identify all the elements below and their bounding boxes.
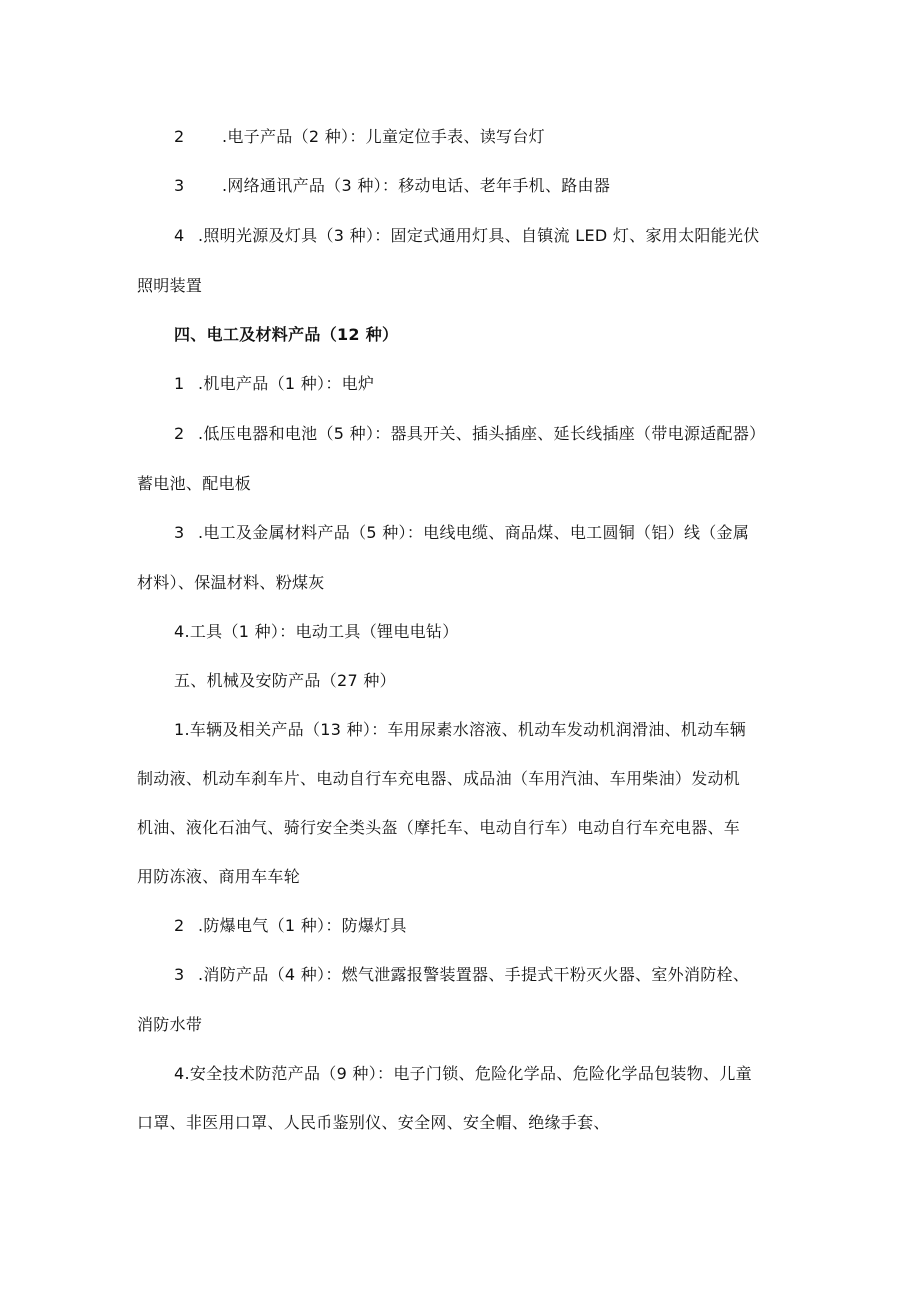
- item-text: 4.安全技术防范产品（9 种）：电子门锁、危险化学品、危险化学品包装物、儿童: [174, 1064, 752, 1083]
- item-number: 3: [174, 965, 185, 984]
- item-text: .机电产品（1 种）：电炉: [198, 374, 375, 393]
- item-text: 用防冻液、商用车车轮: [137, 867, 301, 886]
- list-item-fire-products: [174, 965, 749, 985]
- list-item-metal-materials: [174, 523, 749, 543]
- list-item-electronic-products: [174, 127, 545, 147]
- section-heading-electrical: [174, 325, 398, 345]
- list-item-continuation: [137, 1015, 202, 1035]
- list-item-low-voltage: [174, 424, 765, 444]
- item-text: 蓄电池、配电板: [137, 474, 252, 493]
- item-number: 2: [174, 424, 185, 443]
- list-item-continuation: [137, 818, 740, 838]
- list-item-continuation: [137, 573, 325, 593]
- list-item-tools: [174, 622, 459, 642]
- item-text: 材料）、保温材料、粉煤灰: [137, 573, 325, 592]
- item-text: 制动液、机动车刹车片、电动自行车充电器、成品油（车用汽油、车用柴油）发动机: [137, 769, 741, 788]
- item-text: 1.车辆及相关产品（13 种）：车用尿素水溶液、机动车发动机润滑油、机动车辆: [174, 720, 747, 739]
- item-text: .电工及金属材料产品（5 种）：电线电缆、商品煤、电工圆铜（铝）线（金属: [198, 523, 750, 542]
- item-number: 3: [174, 176, 185, 195]
- list-item-continuation: [137, 276, 202, 296]
- list-item-continuation: [137, 474, 251, 494]
- list-item-vehicles: [174, 720, 746, 740]
- item-text: 4.工具（1 种）：电动工具（锂电电钻）: [174, 622, 459, 641]
- section-heading-machinery: [174, 671, 396, 691]
- list-item-network-products: [174, 176, 610, 196]
- list-item-continuation: [137, 867, 300, 887]
- item-number: 3: [174, 523, 185, 542]
- list-item-electromechanical: [174, 374, 374, 394]
- list-item-continuation: [137, 1113, 610, 1133]
- item-number: 2: [174, 127, 185, 146]
- item-text: .消防产品（4 种）：燃气泄露报警装置器、手提式干粉灭火器、室外消防栓、: [198, 965, 750, 984]
- list-item-lighting-products: [174, 226, 760, 246]
- item-number: 2: [174, 916, 185, 935]
- list-item-explosion-proof: [174, 916, 407, 936]
- list-item-continuation: [137, 769, 740, 789]
- heading-text: 四、电工及材料产品（12 种）: [174, 325, 399, 344]
- item-text: 照明装置: [137, 276, 203, 295]
- item-text: 消防水带: [137, 1015, 203, 1034]
- item-number: 1: [174, 374, 185, 393]
- item-text: 口罩、非医用口罩、人民币鉴别仪、安全网、安全帽、绝缘手套、: [137, 1113, 610, 1132]
- item-text: .电子产品（2 种）：儿童定位手表、读写台灯: [222, 127, 545, 146]
- item-text: .网络通讯产品（3 种）：移动电话、老年手机、路由器: [222, 176, 611, 195]
- list-item-security-products: [174, 1064, 752, 1084]
- item-text: .照明光源及灯具（3 种）：固定式通用灯具、自镇流 LED 灯、家用太阳能光伏: [198, 226, 760, 245]
- item-text: .防爆电气（1 种）：防爆灯具: [198, 916, 407, 935]
- item-text: 机油、液化石油气、骑行安全类头盔（摩托车、电动自行车）电动自行车充电器、车: [137, 818, 741, 837]
- item-text: .低压电器和电池（5 种）：器具开关、插头插座、延长线插座（带电源适配器）: [198, 424, 766, 443]
- item-number: 4: [174, 226, 185, 245]
- heading-text: 五、机械及安防产品（27 种）: [174, 671, 396, 690]
